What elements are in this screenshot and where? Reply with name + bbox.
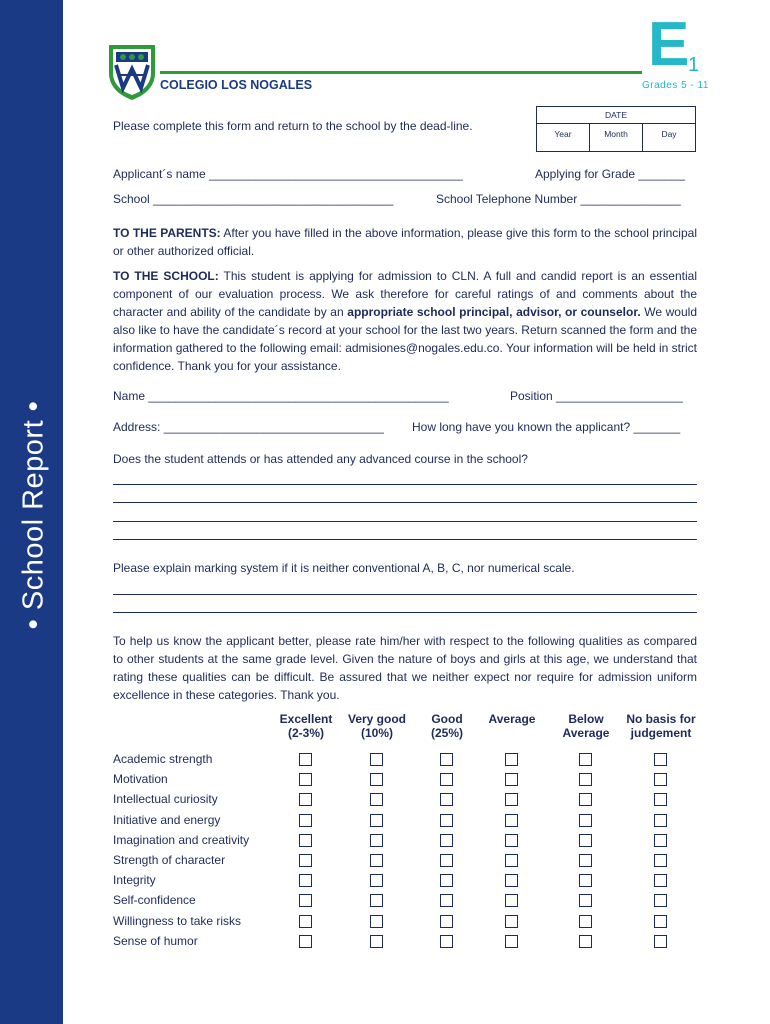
rating-checkbox[interactable] [579, 915, 592, 928]
rating-checkbox[interactable] [505, 773, 518, 786]
rating-checkbox[interactable] [654, 793, 667, 806]
rating-checkbox[interactable] [654, 935, 667, 948]
rating-checkbox[interactable] [654, 753, 667, 766]
answer-line[interactable] [113, 594, 697, 595]
rating-checkbox[interactable] [579, 753, 592, 766]
quality-label: Initiative and energy [113, 812, 221, 827]
rating-checkbox[interactable] [505, 753, 518, 766]
applicant-name-field[interactable]: Applicant´s name ______________________________________ [113, 167, 463, 181]
advanced-course-question: Does the student attends or has attended any advanced course in the school? [113, 452, 528, 466]
quality-label: Imagination and creativity [113, 832, 250, 847]
quality-label: Motivation [113, 772, 168, 787]
rating-column-title: No basis for [626, 712, 696, 726]
rating-column-subtitle: (25%) [430, 726, 463, 740]
rating-checkbox[interactable] [299, 793, 312, 806]
rating-checkbox[interactable] [654, 874, 667, 887]
school-note-text-1: This student is applying for admission to CLN. A full and candid report is an essential component of our evaluation process. We ask therefore for careful ratings of and comments about the character and ability of the candidate by an [113, 269, 697, 319]
form-letter: E [648, 10, 690, 79]
rating-column-title: Below [568, 712, 604, 726]
date-box [536, 106, 696, 152]
rating-checkbox[interactable] [505, 915, 518, 928]
rating-checkbox[interactable] [299, 753, 312, 766]
rating-column-header [621, 712, 701, 740]
rating-checkbox[interactable] [505, 793, 518, 806]
rating-checkbox[interactable] [370, 773, 383, 786]
rating-checkbox[interactable] [440, 793, 453, 806]
address-field[interactable]: Address: _________________________________ [113, 420, 384, 434]
rating-checkbox[interactable] [299, 935, 312, 948]
name-field[interactable]: Name _____________________________________________ [113, 389, 449, 403]
rating-checkbox[interactable] [440, 935, 453, 948]
rating-checkbox[interactable] [440, 915, 453, 928]
quality-label: Strength of character [113, 853, 226, 867]
rating-checkbox[interactable] [579, 894, 592, 907]
rating-column-header [271, 712, 341, 740]
rating-checkbox[interactable] [654, 854, 667, 867]
answer-line[interactable] [113, 612, 697, 613]
rating-checkbox[interactable] [440, 814, 453, 827]
school-phone-field[interactable]: School Telephone Number _______________ [436, 192, 681, 206]
form-number: 1 [688, 54, 700, 76]
rating-checkbox[interactable] [440, 834, 453, 847]
rating-column-subtitle: Average [562, 726, 610, 740]
date-title: DATE [537, 107, 695, 124]
rating-checkbox[interactable] [370, 894, 383, 907]
rating-checkbox[interactable] [440, 854, 453, 867]
parents-note [113, 224, 697, 260]
rating-checkbox[interactable] [370, 874, 383, 887]
rating-checkbox[interactable] [505, 935, 518, 948]
quality-label: Sense of humor [113, 933, 198, 948]
rating-checkbox[interactable] [299, 874, 312, 887]
date-month-field[interactable]: Month [590, 124, 643, 152]
rating-checkbox[interactable] [579, 834, 592, 847]
school-note-text-2: We would also like to have the candidate´s record at your school for the last two years. Return scanned the form and the information gathered to the following email: admisiones@nogales.edu.co. Your information will be held in strict confidence. Thank you for your assistance. [113, 305, 697, 373]
rating-column-subtitle: judgement [630, 726, 692, 740]
rating-checkbox[interactable] [370, 915, 383, 928]
quality-label: Intellectual curiosity [113, 792, 218, 807]
rating-checkbox[interactable] [299, 894, 312, 907]
rating-checkbox[interactable] [440, 894, 453, 907]
rating-checkbox[interactable] [579, 935, 592, 948]
rating-checkbox[interactable] [505, 874, 518, 887]
rating-checkbox[interactable] [654, 814, 667, 827]
rating-checkbox[interactable] [370, 814, 383, 827]
quality-label: Self-confidence [113, 893, 196, 908]
rating-column-header [342, 712, 412, 740]
how-long-field[interactable]: How long have you known the applicant? _______ [412, 420, 681, 434]
rating-checkbox[interactable] [370, 834, 383, 847]
answer-line[interactable] [113, 539, 697, 540]
rating-column-title: Average [488, 712, 536, 726]
rating-column-title: Good [431, 712, 463, 726]
marking-system-question: Please explain marking system if it is neither conventional A, B, C, nor numerical scale. [113, 561, 575, 575]
date-year-field[interactable]: Year [537, 124, 590, 152]
rating-checkbox[interactable] [654, 915, 667, 928]
rating-checkbox[interactable] [299, 834, 312, 847]
rating-column-subtitle: (2-3%) [287, 726, 324, 740]
school-note-label: TO THE SCHOOL: [113, 269, 219, 283]
school-note [113, 267, 697, 375]
date-day-field[interactable]: Day [661, 129, 677, 139]
school-field[interactable]: School ____________________________________ [113, 192, 394, 206]
rating-checkbox[interactable] [654, 773, 667, 786]
rating-checkbox[interactable] [440, 773, 453, 786]
rating-checkbox[interactable] [440, 874, 453, 887]
school-name: COLEGIO LOS NOGALES [160, 78, 313, 92]
position-field[interactable]: Position ___________________ [510, 389, 683, 403]
rating-intro: To help us know the applicant better, please rate him/her with respect to the following qualities as compared to other students at the same grade level. Given the nature of boys and girls at this age, we understand that rating these qualities can be difficult. Be assured that we neither expect nor require for admission uniform excellence in these categories. Thank you. [113, 634, 697, 702]
parents-label: TO THE PARENTS: [113, 226, 221, 240]
rating-column-header [556, 712, 616, 740]
school-note-bold: appropriate school principal, advisor, or counselor. [347, 305, 641, 319]
quality-label: Academic strength [113, 752, 213, 766]
rating-column-header [422, 712, 472, 740]
sidebar-title: • School Report • [17, 400, 50, 630]
rating-checkbox[interactable] [505, 834, 518, 847]
rating-checkbox[interactable] [440, 753, 453, 766]
rating-checkbox[interactable] [579, 854, 592, 867]
answer-line[interactable] [113, 521, 697, 522]
rating-checkbox[interactable] [299, 854, 312, 867]
grades-label: Grades 5 - 11 [642, 80, 709, 91]
rating-column-header [482, 712, 542, 726]
rating-checkbox[interactable] [505, 854, 518, 867]
rating-checkbox[interactable] [370, 935, 383, 948]
rating-column-title: Excellent [279, 712, 333, 726]
rating-checkbox[interactable] [370, 854, 383, 867]
rating-checkbox[interactable] [579, 793, 592, 806]
quality-label: Willingness to take risks [113, 913, 242, 928]
answer-line[interactable] [113, 484, 697, 485]
rating-checkbox[interactable] [579, 874, 592, 887]
rating-column-subtitle: (10%) [360, 726, 393, 740]
rating-checkbox[interactable] [299, 915, 312, 928]
rating-checkbox[interactable] [299, 773, 312, 786]
parents-text: After you have filled in the above information, please give this form to the school principal or other authorized official. [113, 226, 697, 258]
quality-label: Integrity [113, 873, 156, 888]
intro-text: Please complete this form and return to the school by the dead-line. [113, 119, 473, 133]
rating-checkbox[interactable] [579, 814, 592, 827]
rating-checkbox[interactable] [505, 894, 518, 907]
rating-checkbox[interactable] [579, 773, 592, 786]
rating-column-title: Very good [347, 712, 406, 726]
rating-checkbox[interactable] [370, 753, 383, 766]
rating-checkbox[interactable] [654, 834, 667, 847]
rating-checkbox[interactable] [370, 793, 383, 806]
answer-line[interactable] [113, 502, 697, 503]
header-rule [160, 71, 642, 74]
rating-checkbox[interactable] [299, 814, 312, 827]
rating-checkbox[interactable] [505, 814, 518, 827]
rating-checkbox[interactable] [654, 894, 667, 907]
school-crest-logo [107, 43, 157, 101]
applying-grade-field[interactable]: Applying for Grade _______ [535, 167, 686, 181]
sidebar [0, 0, 63, 1024]
